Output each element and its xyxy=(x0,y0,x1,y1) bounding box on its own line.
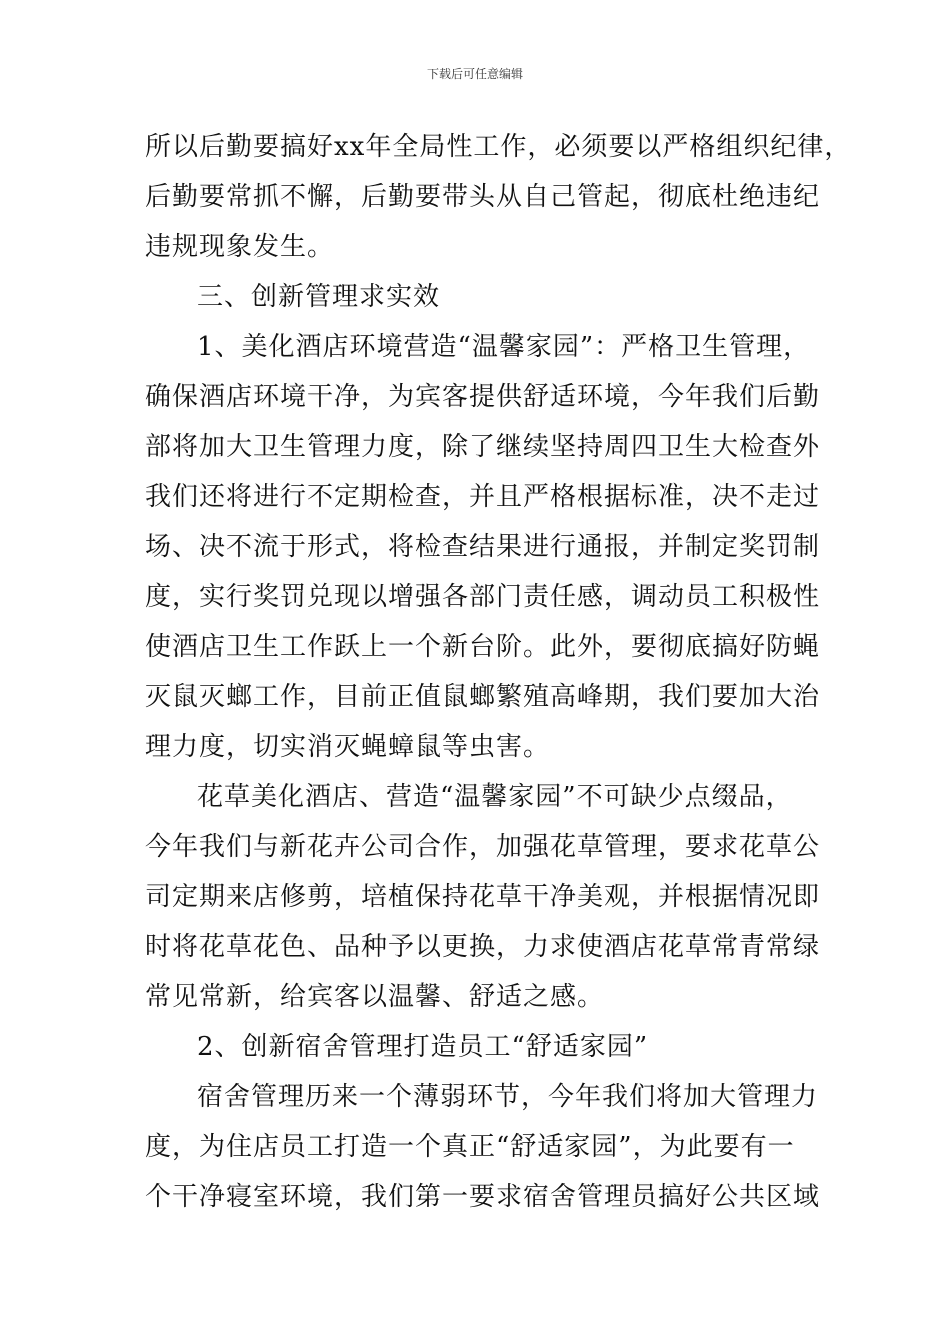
text-line: 部将加大卫生管理力度，除了继续坚持周四卫生大检查外 xyxy=(145,432,821,462)
subsection-heading: 2、创新宿舍管理打造员工“舒适家园” xyxy=(197,1032,649,1062)
text-line: 后勤要常抓不懈，后勤要带头从自己管起，彻底杜绝违纪 xyxy=(145,182,821,212)
text-line: 违规现象发生。 xyxy=(145,232,335,262)
paragraph-start: 花草美化酒店、营造“温馨家园”不可缺少点缀品， xyxy=(197,782,793,812)
text-line: 理力度，切实消灭蝇蟑鼠等虫害。 xyxy=(145,732,551,762)
text-line: 个干净寝室环境，我们第一要求宿舍管理员搞好公共区域 xyxy=(145,1182,821,1212)
text-line: 度，为住店员工打造一个真正“舒适家园”，为此要有一 xyxy=(145,1132,795,1162)
text-line: 场、决不流于形式，将检查结果进行通报，并制定奖罚制 xyxy=(145,532,821,562)
text-line: 所以后勤要搞好xx年全局性工作，必须要以严格组织纪律， xyxy=(145,132,852,162)
text-line: 时将花草花色、品种予以更换，力求使酒店花草常青常绿 xyxy=(145,932,821,962)
text-line: 使酒店卫生工作跃上一个新台阶。此外，要彻底搞好防蝇 xyxy=(145,632,821,662)
text-line: 度，实行奖罚兑现以增强各部门责任感，调动员工积极性 xyxy=(145,582,821,612)
text-line: 确保酒店环境干净，为宾客提供舒适环境，今年我们后勤 xyxy=(145,382,821,412)
text-line: 我们还将进行不定期检查，并且严格根据标准，决不走过 xyxy=(145,482,821,512)
text-line: 灭鼠灭螂工作，目前正值鼠螂繁殖高峰期，我们要加大治 xyxy=(145,682,821,712)
section-heading: 三、创新管理求实效 xyxy=(197,282,441,312)
text-line: 司定期来店修剪，培植保持花草干净美观，并根据情况即 xyxy=(145,882,821,912)
paragraph-start: 宿舍管理历来一个薄弱环节，今年我们将加大管理力 xyxy=(197,1082,819,1112)
text-line: 今年我们与新花卉公司合作，加强花草管理，要求花草公 xyxy=(145,832,821,862)
page-header: 下载后可任意编辑 xyxy=(426,67,523,81)
document-body xyxy=(145,122,852,1222)
text-line: 常见常新，给宾客以温馨、舒适之感。 xyxy=(145,982,605,1012)
paragraph-start: 1、美化酒店环境营造“温馨家园”：严格卫生管理， xyxy=(197,332,811,362)
